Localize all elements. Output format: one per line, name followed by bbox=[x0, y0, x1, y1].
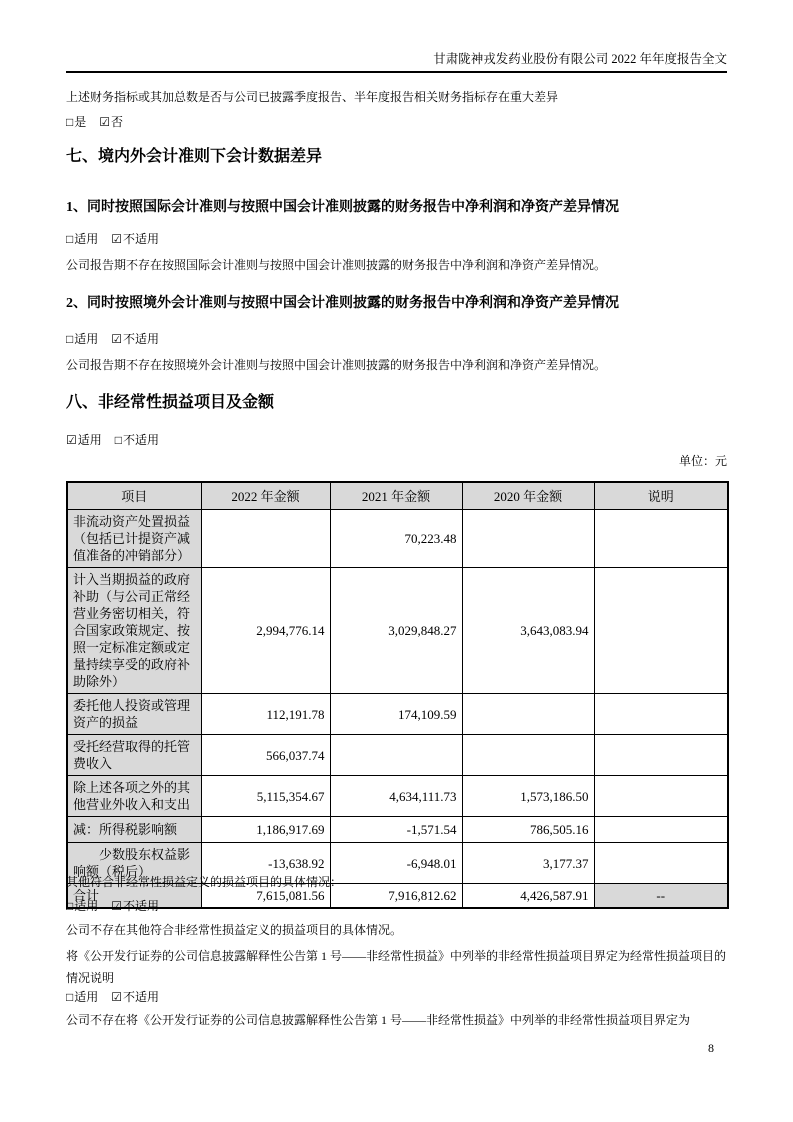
value-2021 bbox=[330, 735, 462, 776]
other2-note: 公司不存在将《公开发行证券的公司信息披露解释性公告第 1 号——非经常性损益》中列举的非经常性损益项目界定为 bbox=[66, 1013, 691, 1027]
option-not-applicable-label: 不适用 bbox=[123, 232, 160, 246]
checkbox-checked-icon: ☑ bbox=[111, 899, 123, 913]
row-item-label: 除上述各项之外的其他营业外收入和支出 bbox=[67, 776, 201, 817]
table-row bbox=[67, 568, 728, 694]
checkbox-checked-icon: ☑ bbox=[66, 433, 77, 447]
non-recurring-items-table bbox=[66, 481, 729, 909]
table-row bbox=[67, 694, 728, 735]
header-title: 甘肃陇神戎发药业股份有限公司 2022 年年度报告全文 bbox=[433, 52, 727, 66]
other1-note: 公司不存在其他符合非经常性损益定义的损益项目的具体情况。 bbox=[66, 923, 403, 937]
table-row bbox=[67, 776, 728, 817]
value-2020: 4,426,587.91 bbox=[462, 884, 594, 909]
value-2021: -1,571.54 bbox=[330, 817, 462, 843]
checkbox-unchecked-icon: □ bbox=[66, 232, 74, 246]
sub1-note: 公司报告期不存在按照国际会计准则与按照中国会计准则披露的财务报告中净利润和净资产差异情况。 bbox=[66, 258, 607, 272]
unit-label: 单位：元 bbox=[678, 454, 727, 468]
value-2021: -6,948.01 bbox=[330, 843, 462, 884]
option-not-applicable bbox=[111, 899, 159, 913]
value-2020: 3,177.37 bbox=[462, 843, 594, 884]
value-2020: 786,505.16 bbox=[462, 817, 594, 843]
col-header-2020: 2020 年金额 bbox=[462, 482, 594, 510]
value-2021: 174,109.59 bbox=[330, 694, 462, 735]
row-item-label: 委托他人投资或管理资产的损益 bbox=[67, 694, 201, 735]
value-2021: 4,634,111.73 bbox=[330, 776, 462, 817]
checkbox-unchecked-icon: □ bbox=[66, 332, 74, 346]
row-note bbox=[594, 694, 728, 735]
question-text: 上述财务指标或其加总数是否与公司已披露季度报告、半年度报告相关财务指标存在重大差异 bbox=[66, 90, 559, 104]
value-2021: 3,029,848.27 bbox=[330, 568, 462, 694]
row-item-label: 少数股东权益影响额（税后） bbox=[67, 843, 201, 884]
row-item-label: 受托经营取得的托管费收入 bbox=[67, 735, 201, 776]
col-header-2022: 2022 年金额 bbox=[201, 482, 330, 510]
value-2022: 1,186,917.69 bbox=[201, 817, 330, 843]
sub1-applicability-options bbox=[66, 231, 727, 248]
value-2020: 1,573,186.50 bbox=[462, 776, 594, 817]
checkbox-checked-icon: ☑ bbox=[99, 115, 111, 129]
value-2020 bbox=[462, 694, 594, 735]
section-8-heading: 八、非经常性损益项目及金额 bbox=[66, 394, 275, 411]
sub2-note: 公司报告期不存在按照境外会计准则与按照中国会计准则披露的财务报告中净利润和净资产差异情况。 bbox=[66, 358, 607, 372]
value-2022: 566,037.74 bbox=[201, 735, 330, 776]
option-not-applicable bbox=[111, 332, 159, 346]
checkbox-unchecked-icon: □ bbox=[66, 899, 74, 913]
table-row bbox=[67, 510, 728, 568]
option-applicable-label: 适用 bbox=[74, 899, 99, 913]
row-note bbox=[594, 735, 728, 776]
option-not-applicable-label: 不适用 bbox=[123, 433, 160, 447]
value-2020: 3,643,083.94 bbox=[462, 568, 594, 694]
row-item-label: 非流动资产处置损益（包括已计提资产减值准备的冲销部分） bbox=[67, 510, 201, 568]
checkbox-checked-icon: ☑ bbox=[111, 332, 123, 346]
option-applicable-label: 适用 bbox=[74, 990, 99, 1004]
section8-applicability-options bbox=[66, 432, 727, 449]
value-2021: 7,916,812.62 bbox=[330, 884, 462, 909]
page-number: 8 bbox=[708, 1041, 714, 1055]
value-2021: 70,223.48 bbox=[330, 510, 462, 568]
table-header-row bbox=[67, 482, 728, 510]
row-item-label: 合计 bbox=[67, 884, 201, 909]
other1-applicability-options bbox=[66, 898, 727, 915]
option-applicable-label: 适用 bbox=[77, 433, 102, 447]
row-note bbox=[594, 568, 728, 694]
option-applicable bbox=[66, 990, 98, 1004]
page-header bbox=[66, 52, 727, 73]
checkbox-unchecked-icon: □ bbox=[66, 115, 74, 129]
value-2022: 7,615,081.56 bbox=[201, 884, 330, 909]
checkbox-checked-icon: ☑ bbox=[111, 990, 123, 1004]
col-header-item: 项目 bbox=[67, 482, 201, 510]
value-2022: 112,191.78 bbox=[201, 694, 330, 735]
row-note bbox=[594, 776, 728, 817]
col-header-note: 说明 bbox=[594, 482, 728, 510]
checkbox-unchecked-icon: □ bbox=[66, 990, 74, 1004]
option-applicable bbox=[66, 332, 98, 346]
table-row bbox=[67, 817, 728, 843]
row-item-label: 计入当期损益的政府补助（与公司正常经营业务密切相关，符合国家政策规定、按照一定标准定额或定量持续享受的政府补助除外） bbox=[67, 568, 201, 694]
option-applicable-label: 适用 bbox=[74, 232, 99, 246]
option-not-applicable-label: 不适用 bbox=[123, 332, 160, 346]
row-note: -- bbox=[594, 884, 728, 909]
other-items-line: 其他符合非经常性损益定义的损益项目的具体情况： bbox=[66, 875, 343, 889]
yes-no-options bbox=[66, 114, 727, 131]
other2-line: 将《公开发行证券的公司信息披露解释性公告第 1 号——非经常性损益》中列举的非经常性损益项目界定为经常性损益项目的情况说明 bbox=[66, 949, 727, 985]
option-no bbox=[99, 115, 123, 129]
section-7-sub-2-heading: 2、同时按照境外会计准则与按照中国会计准则披露的财务报告中净利润和净资产差异情况 bbox=[66, 296, 619, 311]
value-2022: -13,638.92 bbox=[201, 843, 330, 884]
option-not-applicable bbox=[111, 232, 159, 246]
value-2022: 5,115,354.67 bbox=[201, 776, 330, 817]
value-2022: 2,994,776.14 bbox=[201, 568, 330, 694]
option-not-applicable-label: 不适用 bbox=[123, 990, 160, 1004]
row-item-label: 减：所得税影响额 bbox=[67, 817, 201, 843]
row-note bbox=[594, 817, 728, 843]
value-2020 bbox=[462, 735, 594, 776]
option-applicable bbox=[66, 433, 102, 447]
value-2022 bbox=[201, 510, 330, 568]
section-7-heading: 七、境内外会计准则下会计数据差异 bbox=[66, 148, 323, 165]
checkbox-checked-icon: ☑ bbox=[111, 232, 123, 246]
checkbox-unchecked-icon: □ bbox=[114, 433, 123, 447]
option-yes-label: 是 bbox=[74, 115, 87, 129]
option-applicable bbox=[66, 232, 98, 246]
option-not-applicable-label: 不适用 bbox=[123, 899, 160, 913]
sub2-applicability-options bbox=[66, 331, 727, 348]
row-note bbox=[594, 510, 728, 568]
value-2020 bbox=[462, 510, 594, 568]
section-7-sub-1-heading: 1、同时按照国际会计准则与按照中国会计准则披露的财务报告中净利润和净资产差异情况 bbox=[66, 200, 619, 215]
option-applicable bbox=[66, 899, 98, 913]
col-header-2021: 2021 年金额 bbox=[330, 482, 462, 510]
table-row bbox=[67, 735, 728, 776]
option-not-applicable bbox=[115, 433, 159, 447]
option-not-applicable bbox=[111, 990, 159, 1004]
option-yes bbox=[66, 115, 86, 129]
option-no-label: 否 bbox=[111, 115, 124, 129]
option-applicable-label: 适用 bbox=[74, 332, 99, 346]
other2-applicability-options bbox=[66, 989, 727, 1006]
